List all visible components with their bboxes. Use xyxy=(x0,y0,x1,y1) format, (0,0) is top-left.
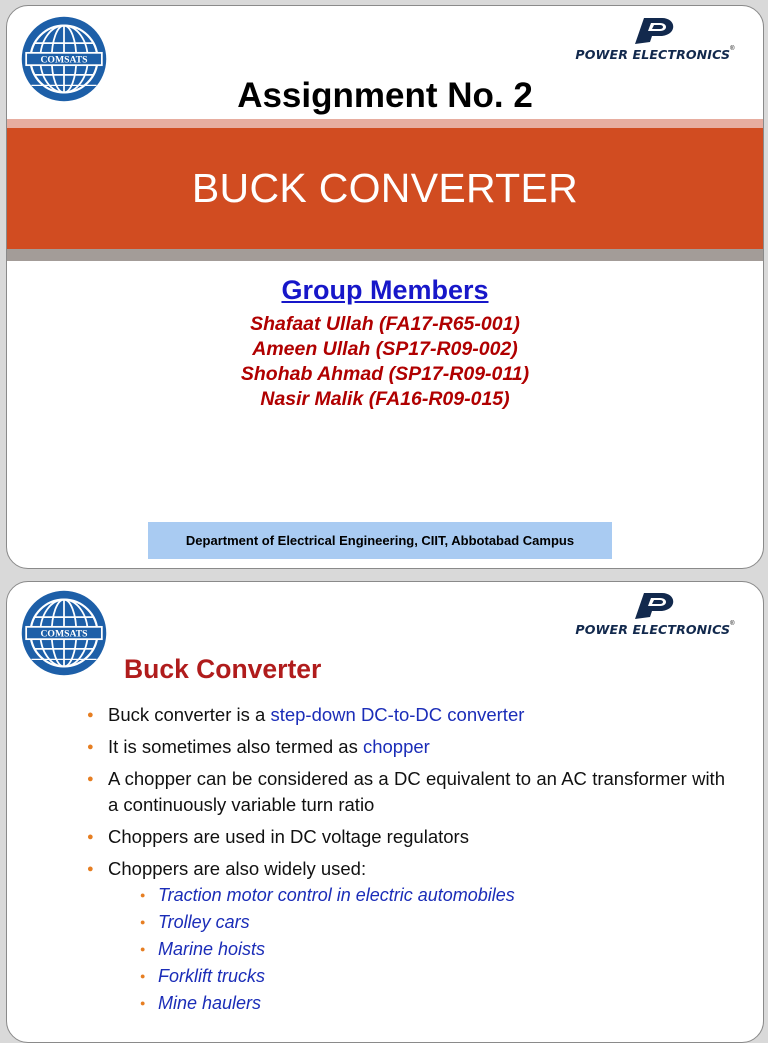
banner-title: BUCK CONVERTER xyxy=(191,165,579,211)
grey-band xyxy=(7,249,763,261)
department-box xyxy=(148,522,612,559)
assignment-title: Assignment No. 2 xyxy=(237,76,533,115)
power-electronics-logo-text: POWER ELECTRONICS xyxy=(575,47,731,62)
bullet-text: Choppers are also widely used: xyxy=(108,858,367,879)
power-electronics-mark-icon xyxy=(632,14,678,46)
bullet-item xyxy=(79,766,725,818)
title-banner xyxy=(7,128,763,249)
slide-title: Buck Converter xyxy=(124,654,322,684)
title-slide xyxy=(6,5,764,569)
pink-band xyxy=(7,119,763,128)
sub-bullet-item: ● Forklift trucks xyxy=(108,963,725,990)
sub-bullet-item: ● Trolley cars xyxy=(108,909,725,936)
sub-bullet-list xyxy=(108,882,725,1017)
bullet-text: Buck converter is a xyxy=(108,704,271,725)
registered-mark: ® xyxy=(730,621,735,627)
bullet-list xyxy=(79,702,725,1017)
group-member: Nasir Malik (FA16-R09-015) xyxy=(260,388,510,410)
content-slide xyxy=(6,581,764,1043)
sub-bullet-item: ● Marine hoists xyxy=(108,936,725,963)
comsats-logo-text: COMSATS xyxy=(40,54,88,66)
department-label: Department of Electrical Engineering, CIIT, Abbotabad Campus xyxy=(185,533,575,548)
power-electronics-logo xyxy=(559,589,751,649)
power-electronics-logo-text: POWER ELECTRONICS xyxy=(575,622,731,637)
comsats-logo-icon xyxy=(20,589,108,677)
bullet-item xyxy=(79,702,725,728)
bullet-item xyxy=(79,824,725,850)
bullet-highlight: chopper xyxy=(362,736,430,757)
registered-mark: ® xyxy=(730,46,735,52)
group-members-heading: Group Members xyxy=(281,275,489,305)
bullet-item xyxy=(79,734,725,760)
sub-bullet-item: ● Traction motor control in electric automobiles xyxy=(108,882,725,909)
power-electronics-logo xyxy=(559,14,751,74)
sub-bullet-item: ● Mine haulers xyxy=(108,990,725,1017)
bullet-item xyxy=(79,856,725,1017)
bullet-highlight: step-down DC-to-DC converter xyxy=(270,704,525,725)
bullet-text: A chopper can be considered as a DC equivalent to an AC transformer with a continuously variable turn ratio xyxy=(108,768,725,815)
group-member: Shohab Ahmad (SP17-R09-011) xyxy=(240,363,530,385)
comsats-logo-text: COMSATS xyxy=(40,628,88,640)
group-member: Ameen Ullah (SP17-R09-002) xyxy=(252,338,518,360)
bullet-text: Choppers are used in DC voltage regulators xyxy=(108,826,469,847)
group-members-list xyxy=(7,312,763,412)
power-electronics-mark-icon xyxy=(632,589,678,621)
group-member: Shafaat Ullah (FA17-R65-001) xyxy=(250,313,520,335)
bullet-text: It is sometimes also termed as xyxy=(108,736,363,757)
